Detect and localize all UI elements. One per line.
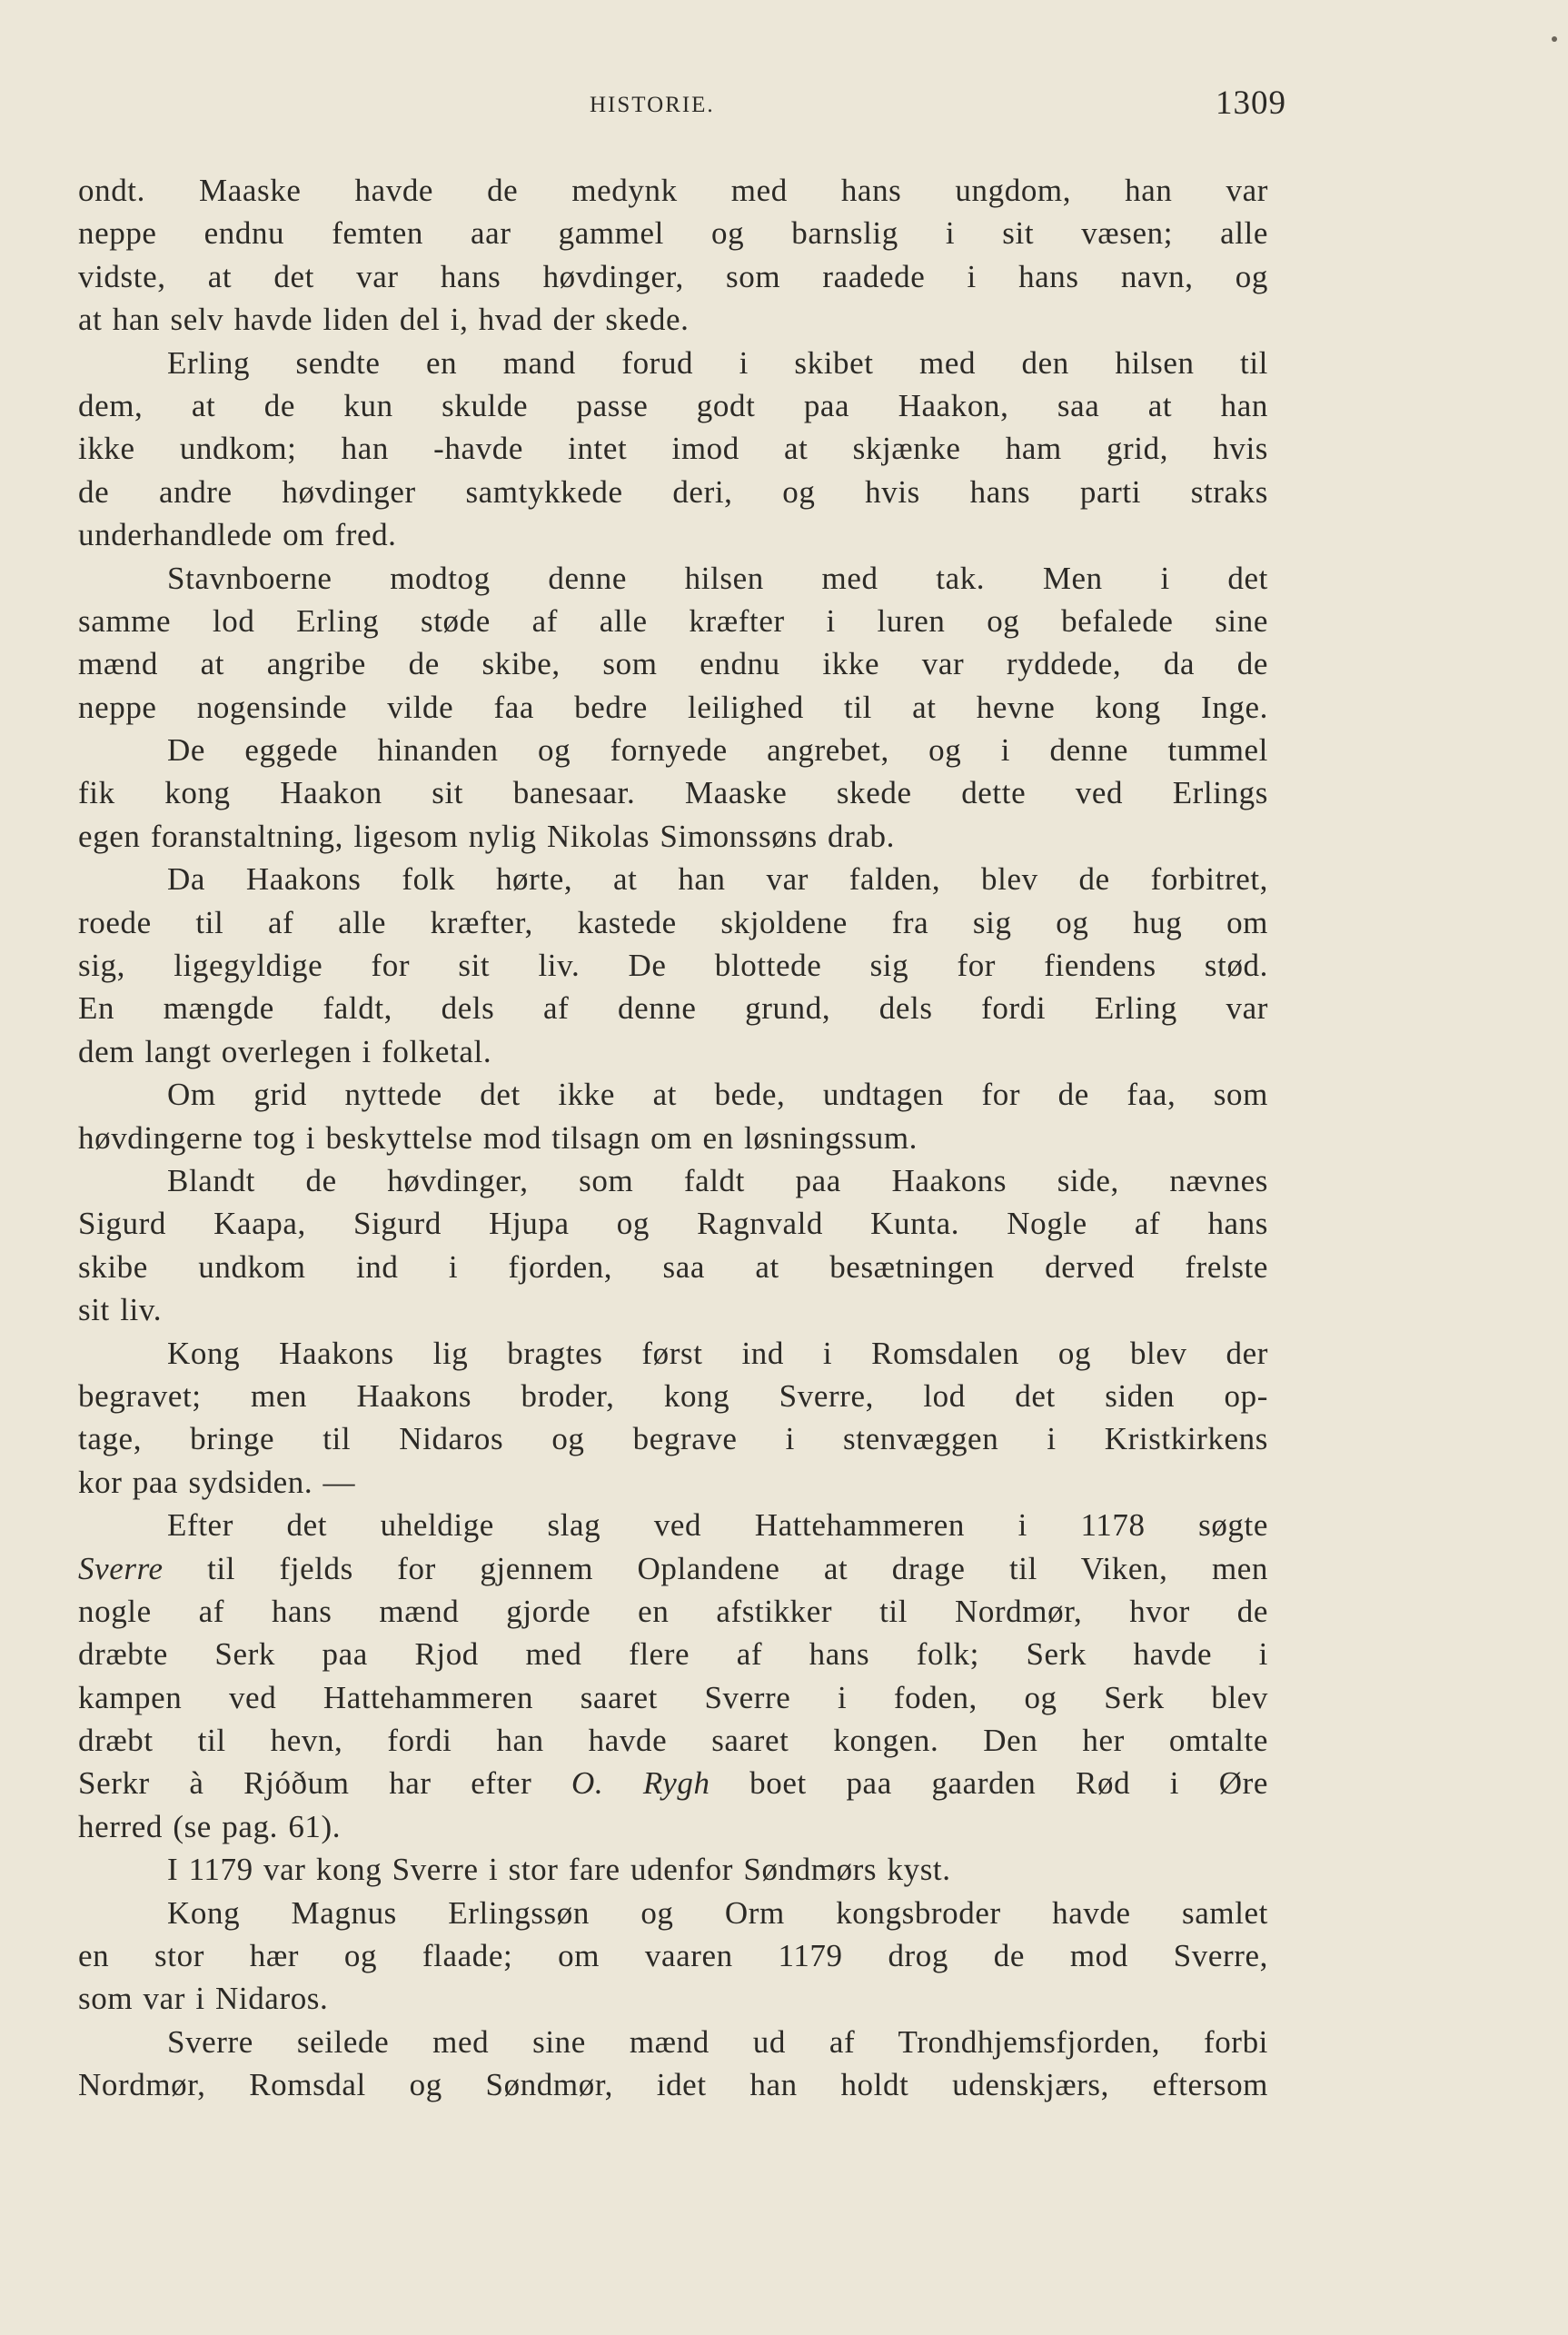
text-line: samme lod Erling støde af alle kræfter i luren og befalede sine: [78, 602, 1268, 639]
page-number: 1309: [1216, 84, 1286, 122]
text-line: Blandt de høvdinger, som faldt paa Haakons side, nævnes: [167, 1162, 1268, 1198]
text-line: dræbte Serk paa Rjod med flere af hans folk; Serk havde i: [78, 1636, 1268, 1673]
text-line: dem, at de kun skulde passe godt paa Haakon, saa at han: [78, 387, 1268, 423]
text-line: kampen ved Hattehammeren saaret Sverre i foden, og Serk blev: [78, 1679, 1268, 1715]
text-line: skibe undkom ind i fjorden, saa at besætningen derved frelste: [78, 1248, 1268, 1285]
text-line: underhandlede om fred.: [78, 517, 397, 553]
text-line: fik kong Haakon sit banesaar. Maaske skede dette ved Erlings: [78, 775, 1268, 811]
running-title: HISTORIE.: [590, 93, 715, 117]
body-text: [78, 169, 1268, 2107]
text-line: Kong Haakons lig bragtes først ind i Romsdalen og blev der: [167, 1335, 1268, 1371]
text-line: Sigurd Kaapa, Sigurd Hjupa og Ragnvald Kunta. Nogle af hans: [78, 1206, 1268, 1242]
text-line: En mængde faldt, dels af denne grund, dels fordi Erling var: [78, 990, 1268, 1027]
text-line: De eggede hinanden og fornyede angrebet, og i denne tummel: [167, 732, 1268, 769]
text-line: I 1179 var kong Sverre i stor fare udenfor Søndmørs kyst.: [167, 1852, 951, 1888]
text-line: begravet; men Haakons broder, kong Sverre, lod det siden op-: [78, 1377, 1268, 1414]
text-line: kor paa sydsiden. —: [78, 1464, 356, 1500]
text-line: neppe nogensinde vilde faa bedre leilighed til at hevne kong Inge.: [78, 689, 1268, 725]
text-line: Sverre seilede med sine mænd ud af Trondhjemsfjorden, forbi: [167, 2023, 1268, 2060]
text-line: ondt. Maaske havde de medynk med hans ungdom, han var: [78, 173, 1268, 208]
text-line: Da Haakons folk hørte, at han var falden, blev de forbitret,: [167, 861, 1268, 898]
text-line: herred (se pag. 61).: [78, 1808, 342, 1844]
running-head: [78, 84, 1286, 129]
text-line: dræbt til hevn, fordi han havde saaret kongen. Den her omtalte: [78, 1723, 1268, 1759]
text-line: høvdingerne tog i beskyttelse mod tilsagn om en løsningssum.: [78, 1119, 918, 1156]
text-line: som var i Nidaros.: [78, 1981, 329, 2017]
text-line: at han selv havde liden del i, hvad der skede.: [78, 302, 690, 338]
text-line: Sverre til fjelds for gjennem Oplandene at drage til Viken, men: [78, 1550, 1268, 1586]
text-line: en stor hær og flaade; om vaaren 1179 drog de mod Sverre,: [78, 1938, 1268, 1974]
text-line: sit liv.: [78, 1292, 163, 1328]
text-line: nogle af hans mænd gjorde en afstikker til Nordmør, hvor de: [78, 1593, 1268, 1629]
text-line: Nordmør, Romsdal og Søndmør, idet han holdt udenskjærs, eftersom: [78, 2067, 1268, 2103]
text-line: Erling sendte en mand forud i skibet med den hilsen til: [167, 344, 1268, 381]
text-line: de andre høvdinger samtykkede deri, og hvis hans parti straks: [78, 473, 1268, 510]
text-line: Kong Magnus Erlingssøn og Orm kongsbroder havde samlet: [167, 1894, 1268, 1931]
text-line: dem langt overlegen i folketal.: [78, 1033, 492, 1069]
text-line: egen foranstaltning, ligesom nylig Nikolas Simonssøns drab.: [78, 818, 895, 854]
text-line: ikke undkom; han -havde intet imod at skjænke ham grid, hvis: [78, 431, 1268, 467]
text-line: Om grid nyttede det ikke at bede, undtagen for de faa, som: [167, 1077, 1268, 1113]
text-line: sig, ligegyldige for sit liv. De blottede sig for fiendens stød.: [78, 948, 1268, 984]
text-line: tage, bringe til Nidaros og begrave i stenvæggen i Kristkirkens: [78, 1421, 1268, 1457]
text-line: roede til af alle kræfter, kastede skjoldene fra sig og hug om: [78, 904, 1268, 940]
ink-speck: [1552, 36, 1557, 42]
text-line: Serkr à Rjóðum har efter O. Rygh boet paa gaarden Rød i Øre: [78, 1765, 1268, 1802]
text-line: mænd at angribe de skibe, som endnu ikke var ryddede, da de: [78, 646, 1268, 682]
text-line: Stavnboerne modtog denne hilsen med tak. Men i det: [167, 560, 1268, 596]
text-line: Efter det uheldige slag ved Hattehammeren i 1178 søgte: [167, 1507, 1268, 1544]
text-line: vidste, at det var hans høvdinger, som raadede i hans navn, og: [78, 258, 1268, 294]
text-line: neppe endnu femten aar gammel og barnslig i sit væsen; alle: [78, 215, 1268, 252]
